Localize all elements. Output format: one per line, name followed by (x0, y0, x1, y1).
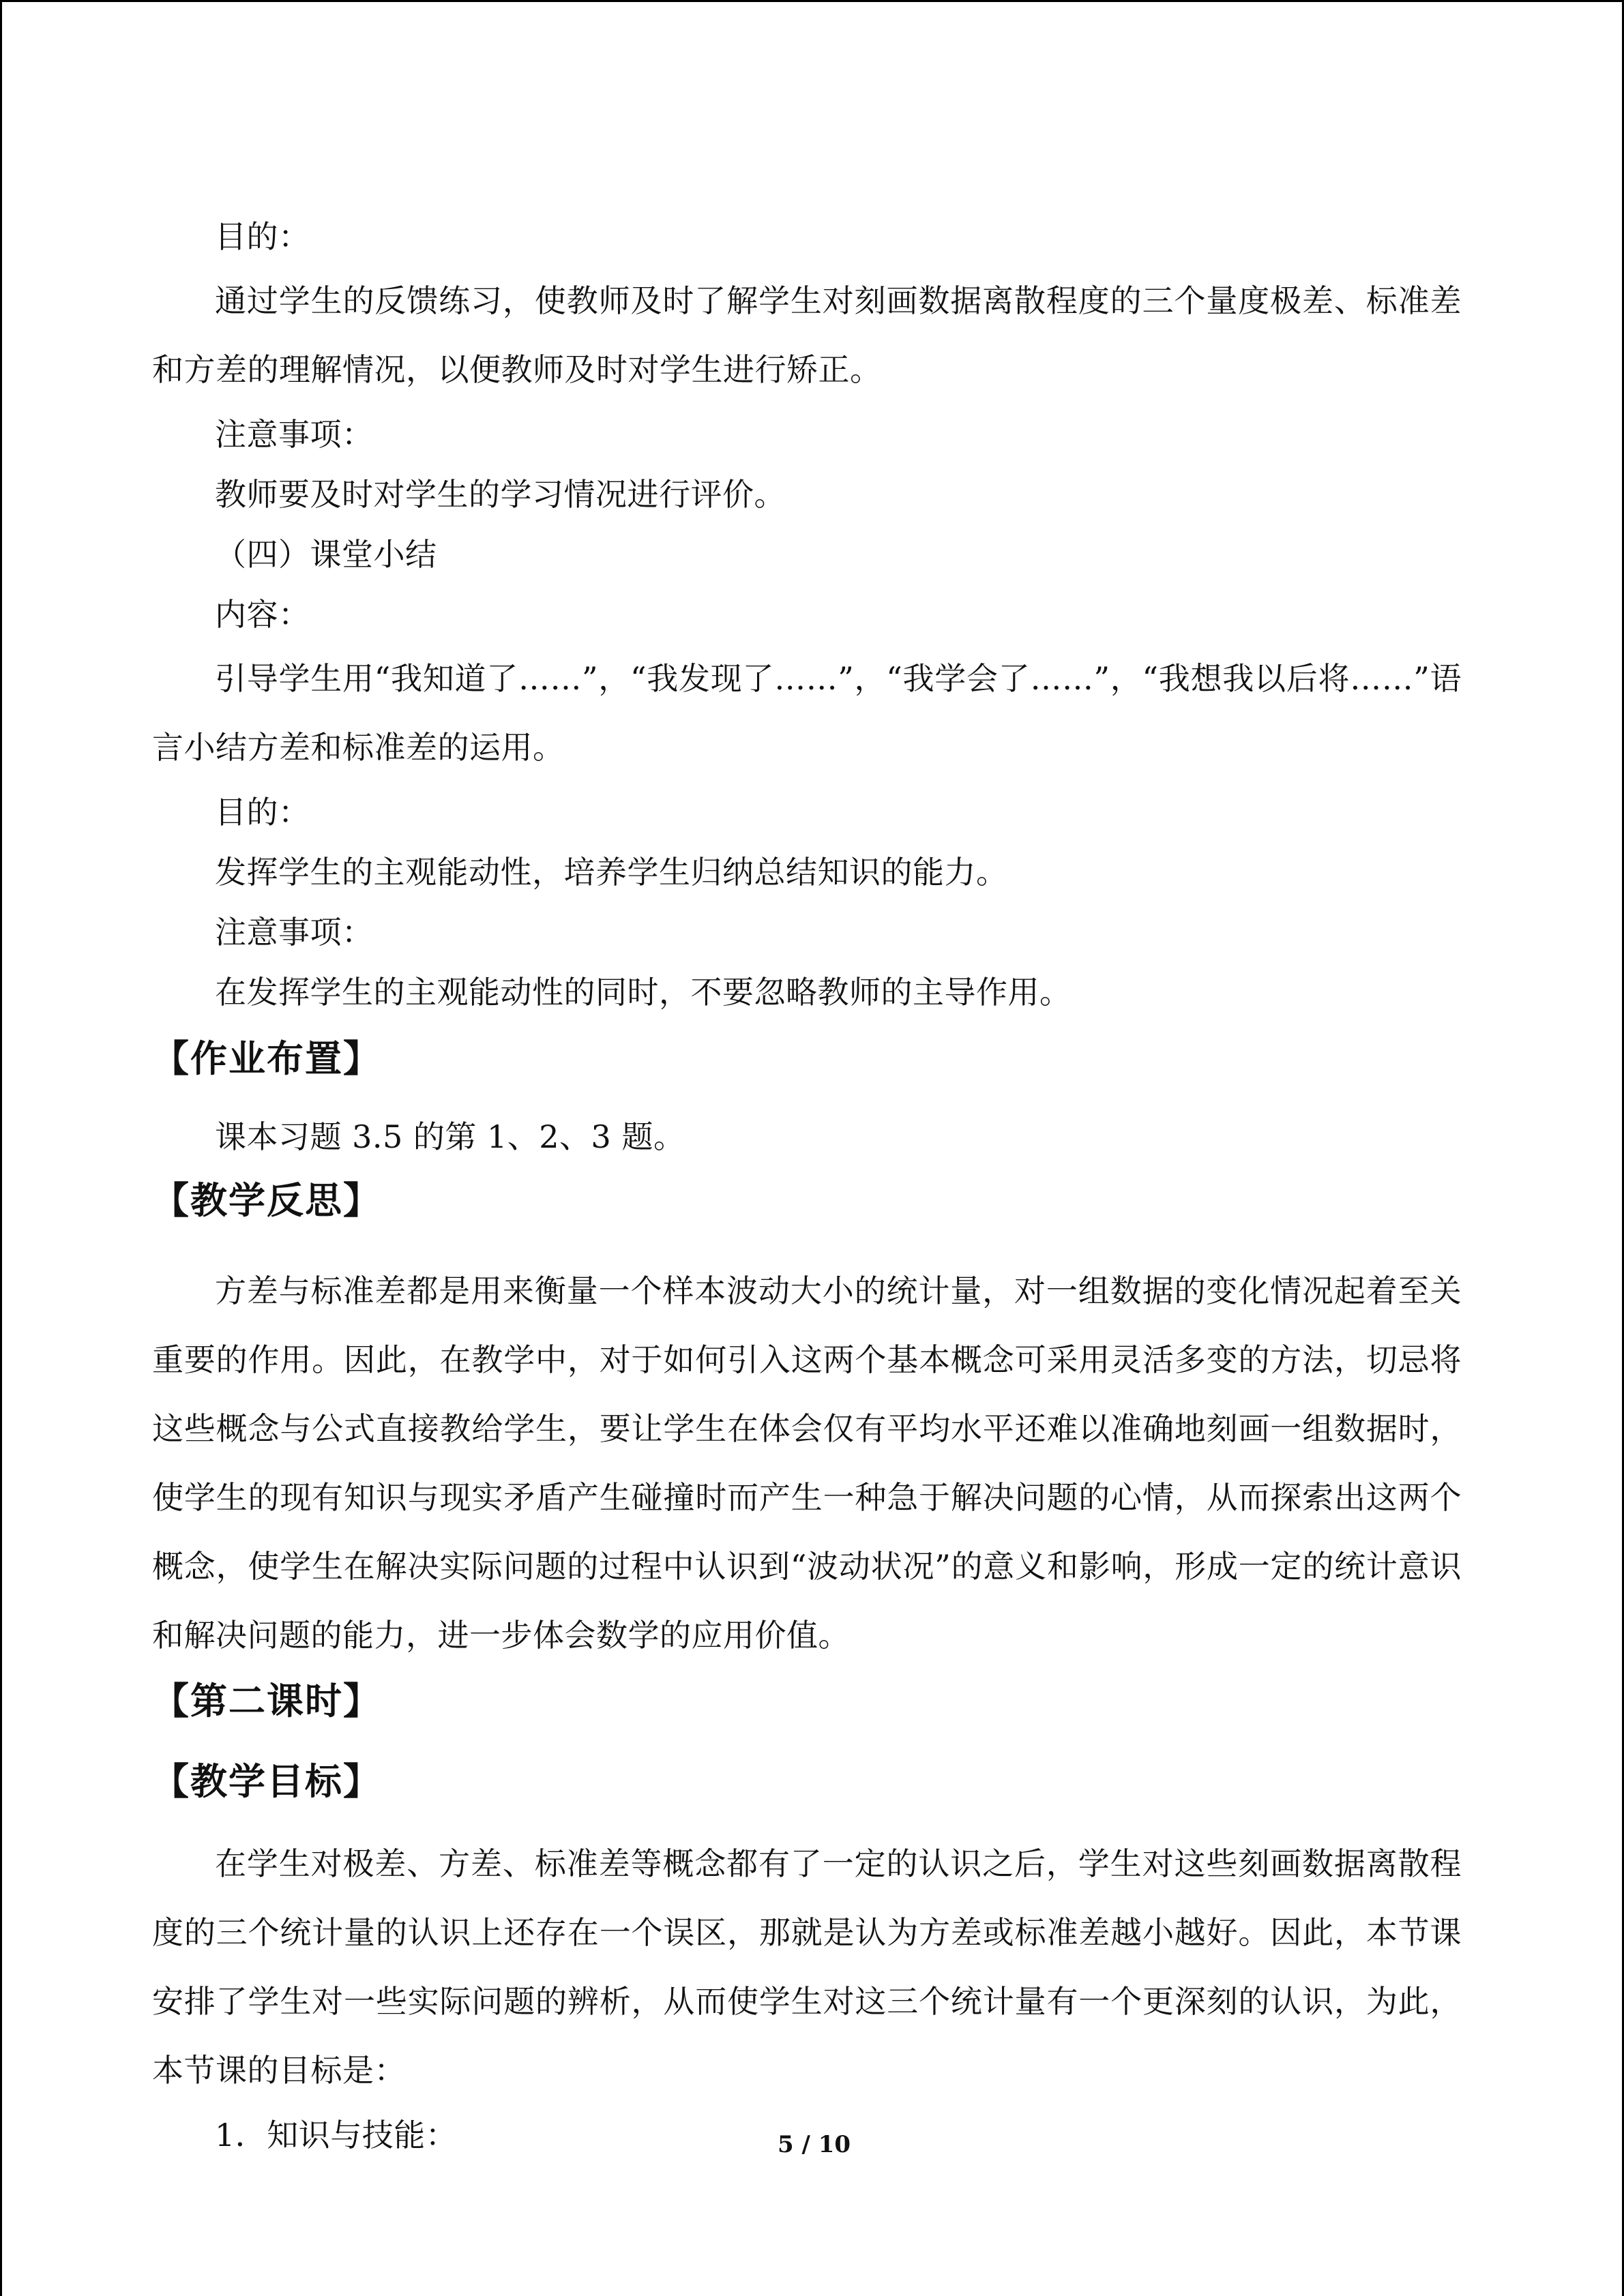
label-purpose-2: 目的： (215, 794, 310, 831)
paragraph-purpose-text: 通过学生的反馈练习，使教师及时了解学生对刻画数据离散程度的三个量度极差、标准差和方差的理解情况，以便教师及时对学生进行矫正。 (152, 282, 1462, 388)
heading-second-lesson: 【第二课时】 (152, 1680, 381, 1723)
label-notes-2: 注意事项： (215, 914, 374, 951)
paragraph-summary-guide: 引导学生用“我知道了……”，“我发现了……”，“我学会了……”，“我想我以后将……”语言小结方差和标准差的运用。 (152, 660, 1462, 766)
list-item-knowledge-skills: 1．知识与技能： (215, 2117, 458, 2153)
label-notes: 注意事项： (215, 416, 374, 453)
paragraph-homework: 课本习题 3.5 的第 1、2、3 题。 (215, 1118, 685, 1155)
label-purpose: 目的： (215, 218, 310, 255)
subheading-class-summary: （四）课堂小结 (215, 536, 437, 573)
paragraph-teaching-goals: 在学生对极差、方差、标准差等概念都有了一定的认识之后，学生对这些刻画数据离散程度的三个统计量的认识上还存在一个误区，那就是认为方差或标准差越小越好。因此，本节课安排了学生对一些实际问题的辨析，从而使学生对这三个统计量有一个更深刻的认识，为此，本节课的目标是： (152, 1845, 1462, 2089)
paragraph-notes-text: 教师要及时对学生的学习情况进行评价。 (215, 476, 786, 513)
heading-reflection: 【教学反思】 (152, 1179, 381, 1222)
page-number: 5 / 10 (777, 2131, 851, 2158)
label-content: 内容： (215, 596, 310, 633)
page-content (152, 207, 1462, 2165)
paragraph-reflection: 方差与标准差都是用来衡量一个样本波动大小的统计量，对一组数据的变化情况起着至关重要的作用。因此，在教学中，对于如何引入这两个基本概念可采用灵活多变的方法，切忌将这些概念与公式直接教给学生，要让学生在体会仅有平均水平还难以准确地刻画一组数据时，使学生的现有知识与现实矛盾产生碰撞时而产生一种急于解决问题的心情，从而探索出这两个概念，使学生在解决实际问题的过程中认识到“波动状况”的意义和影响，形成一定的统计意识和解决问题的能力，进一步体会数学的应用价值。 (152, 1272, 1462, 1654)
paragraph-notes-2: 在发挥学生的主观能动性的同时，不要忽略教师的主导作用。 (215, 974, 1072, 1011)
paragraph-purpose-2: 发挥学生的主观能动性，培养学生归纳总结知识的能力。 (215, 854, 1008, 891)
heading-teaching-goals: 【教学目标】 (152, 1760, 381, 1803)
heading-homework: 【作业布置】 (152, 1037, 381, 1080)
